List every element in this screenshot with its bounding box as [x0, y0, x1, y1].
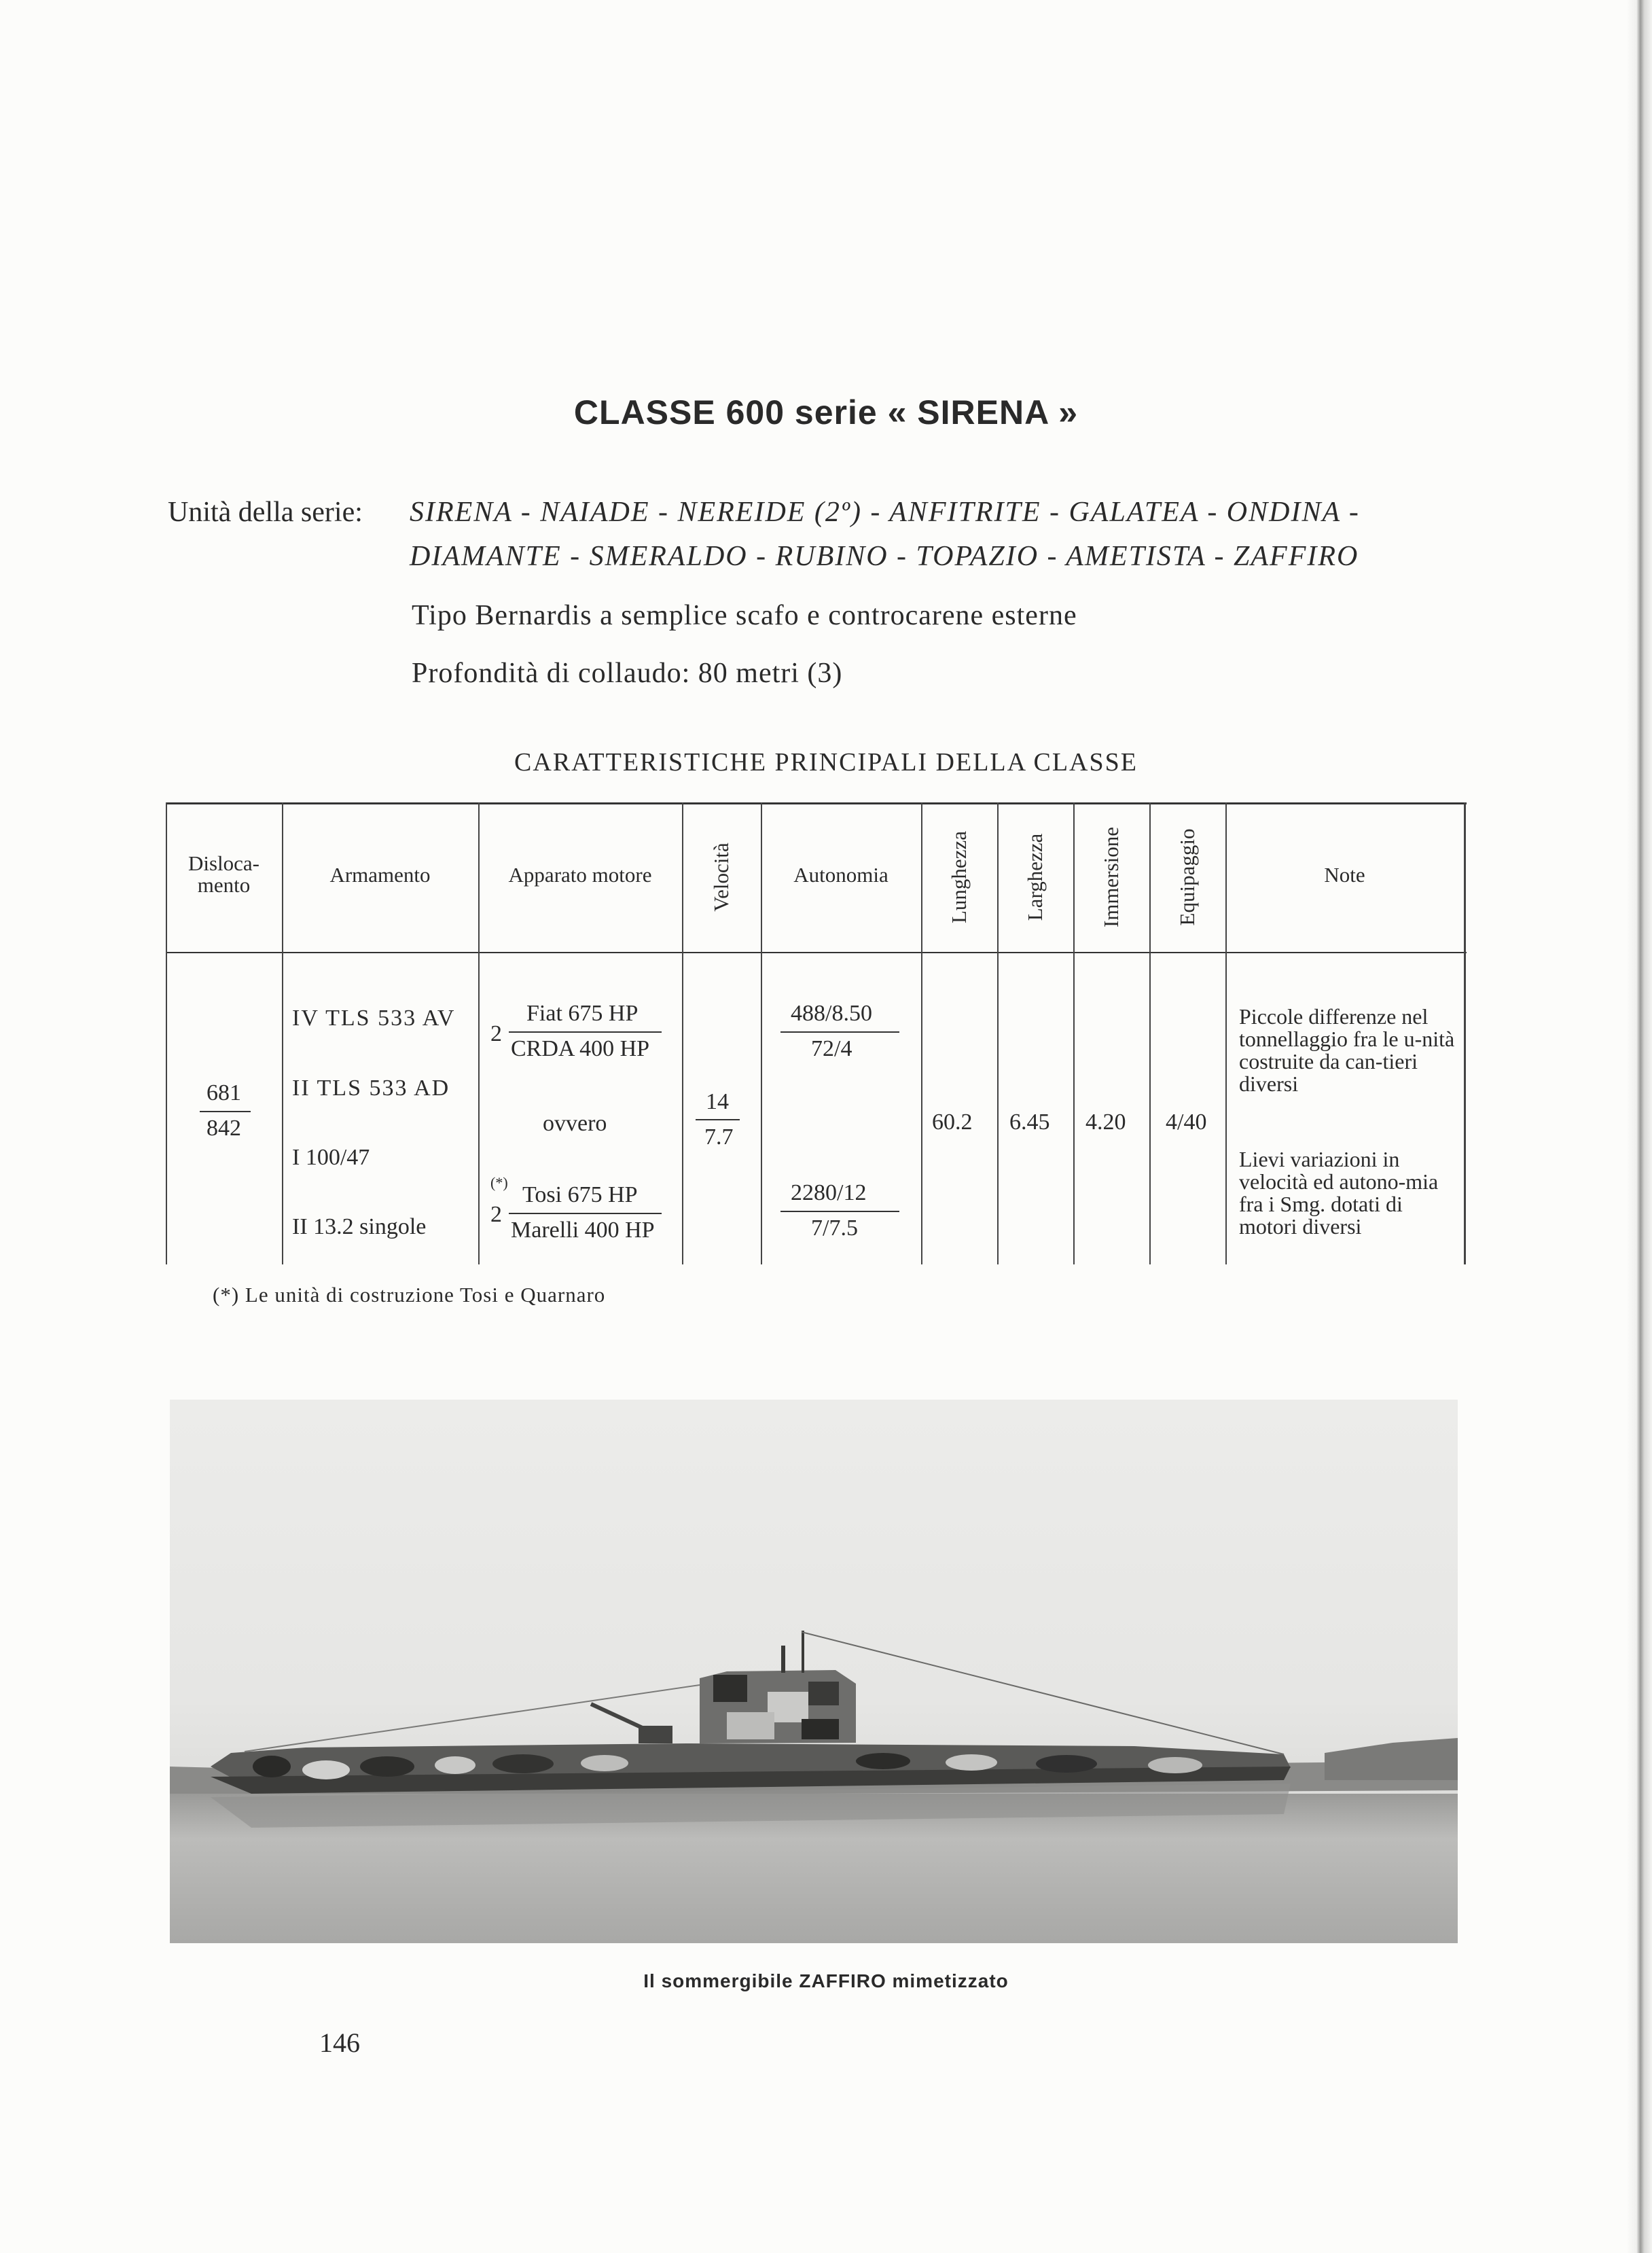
units-label: Unità della serie: [168, 497, 363, 528]
armamento-line: II 13.2 singole [292, 1214, 427, 1239]
depth-line: Profondità di collaudo: 80 metri (3) [412, 658, 843, 689]
autonomia-submerged-reduced: 7/7.5 [811, 1216, 858, 1241]
armamento-line: I 100/47 [292, 1145, 370, 1170]
velocita-surface: 14 [706, 1089, 729, 1114]
photo-caption: Il sommergibile ZAFFIRO mimetizzato [643, 1970, 1009, 1991]
type-line: Tipo Bernardis a semplice scafo e controcarene esterne [412, 600, 1077, 631]
armamento-line: IV TLS 533 AV [292, 1006, 456, 1031]
autonomia-surface-reduced: 72/4 [811, 1036, 852, 1061]
note-tonnage: Piccole differenze nel tonnellaggio fra le u-nità costruite da can-tieri diversi [1239, 1004, 1455, 1096]
page-title: CLASSE 600 serie « SIRENA » [573, 393, 1079, 431]
larghezza-value: 6.45 [1009, 1110, 1050, 1135]
armamento-line: II TLS 533 AD [292, 1076, 450, 1101]
header-immersione: Immersione [1099, 826, 1123, 928]
engine-alternative: ovvero [543, 1111, 607, 1136]
equipaggio-value: 4/40 [1166, 1110, 1207, 1135]
header-dislocamento: Disloca- mento [187, 851, 260, 897]
col-line [1149, 802, 1151, 1264]
col-line [921, 802, 922, 1264]
table-caption: CARATTERISTICHE PRINCIPALI DELLA CLASSE [514, 748, 1138, 777]
immersione-value: 4.20 [1085, 1110, 1126, 1135]
page-edge-shadow [1626, 0, 1652, 2253]
fraction-bar [200, 1111, 251, 1112]
header-larghezza: Larghezza [1023, 833, 1047, 921]
col-line [1464, 802, 1466, 1264]
dislocamento-submerged: 842 [206, 1116, 241, 1141]
submarine-photo [170, 1400, 1458, 1943]
col-line [997, 802, 999, 1264]
velocita-submerged: 7.7 [704, 1124, 734, 1150]
engine-multiplier: 2 [490, 1021, 502, 1046]
table-top-rule [166, 802, 1467, 804]
header-velocita: Velocità [709, 842, 733, 912]
engine1-diesel: Fiat 675 HP [526, 1001, 639, 1026]
col-line [682, 802, 683, 1264]
footnote: (*) Le unità di costruzione Tosi e Quarnaro [213, 1283, 606, 1307]
header-armamento: Armamento [329, 863, 431, 887]
col-line [1073, 802, 1075, 1264]
characteristics-table [166, 798, 1467, 1264]
header-apparato: Apparato motore [508, 863, 652, 887]
units-line-1: SIRENA - NAIADE - NEREIDE (2º) - ANFITRITE - GALATEA - ONDINA - [410, 497, 1360, 528]
engine2-diesel: Tosi 675 HP [522, 1182, 638, 1207]
fraction-bar [780, 1211, 899, 1212]
engine-multiplier: 2 [490, 1202, 502, 1227]
units-line-2: DIAMANTE - SMERALDO - RUBINO - TOPAZIO - AMETISTA - ZAFFIRO [410, 541, 1359, 572]
fraction-bar [509, 1213, 662, 1214]
asterisk-mark: (*) [490, 1174, 508, 1191]
table-header-rule [166, 952, 1467, 953]
fraction-bar [696, 1119, 740, 1120]
fraction-bar [780, 1031, 899, 1033]
lunghezza-value: 60.2 [932, 1110, 973, 1135]
header-autonomia: Autonomia [793, 863, 888, 887]
autonomia-surface: 488/8.50 [791, 1001, 872, 1026]
fraction-bar [509, 1031, 662, 1033]
engine1-electric: CRDA 400 HP [511, 1036, 650, 1061]
submarine-photo-drawing [170, 1400, 1458, 1943]
header-lunghezza: Lunghezza [947, 831, 971, 923]
dislocamento-surface: 681 [206, 1080, 241, 1105]
header-note: Note [1324, 863, 1365, 887]
autonomia-submerged: 2280/12 [791, 1180, 867, 1205]
header-equipaggio: Equipaggio [1175, 828, 1199, 926]
engine2-electric: Marelli 400 HP [511, 1218, 655, 1243]
note-speed: Lievi variazioni in velocità ed autono-mia fra i Smg. dotati di motori diversi [1239, 1147, 1439, 1239]
page-number: 146 [319, 2027, 360, 2058]
